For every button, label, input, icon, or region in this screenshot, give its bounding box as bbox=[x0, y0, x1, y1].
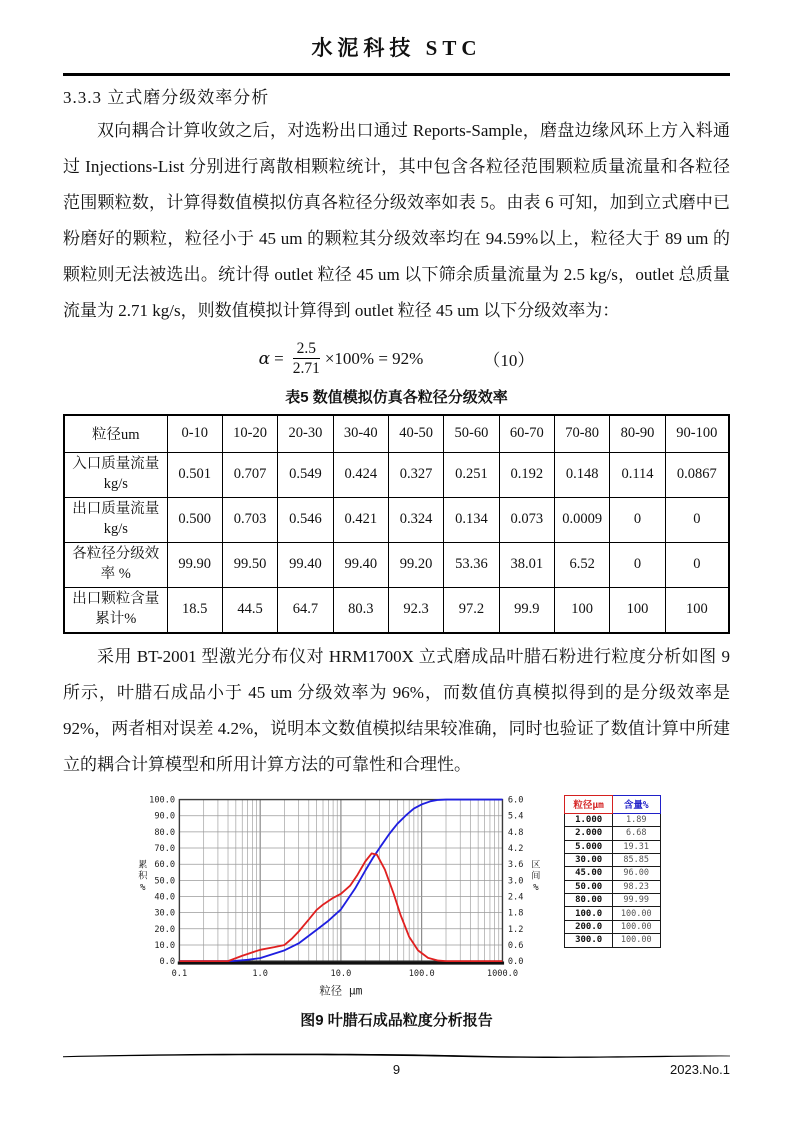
table-cell: 53.36 bbox=[444, 542, 499, 587]
table-row bbox=[64, 452, 729, 497]
legend-content-cell: 100.00 bbox=[612, 934, 660, 947]
table-cell: 100 bbox=[665, 587, 729, 633]
column-header: 40-50 bbox=[388, 415, 443, 453]
table5-corner-header: 粒径um bbox=[64, 415, 167, 453]
legend-size-cell: 50.00 bbox=[565, 880, 612, 893]
legend-table-body bbox=[565, 795, 660, 947]
svg-text:积: 积 bbox=[138, 871, 148, 882]
svg-text:1.8: 1.8 bbox=[508, 908, 524, 919]
table-cell: 64.7 bbox=[278, 587, 333, 633]
svg-text:50.0: 50.0 bbox=[154, 876, 176, 887]
table-row bbox=[64, 497, 729, 542]
column-header: 20-30 bbox=[278, 415, 333, 453]
legend-content-cell: 100.00 bbox=[612, 907, 660, 920]
legend-size-cell: 200.0 bbox=[565, 920, 612, 933]
svg-text:10.0: 10.0 bbox=[330, 968, 352, 979]
table-cell: 0.251 bbox=[444, 452, 499, 497]
row-label: 出口质量流量 kg/s bbox=[64, 497, 167, 542]
legend-row bbox=[565, 894, 660, 907]
svg-text:1000.0: 1000.0 bbox=[487, 968, 519, 979]
table-cell: 99.40 bbox=[333, 542, 388, 587]
table-cell: 6.52 bbox=[554, 542, 609, 587]
legend-size-cell: 45.00 bbox=[565, 867, 612, 880]
legend-row bbox=[565, 813, 660, 826]
legend-content-cell: 96.00 bbox=[612, 867, 660, 880]
svg-text:%: % bbox=[140, 882, 146, 893]
table-cell: 0.501 bbox=[167, 452, 222, 497]
legend-row bbox=[565, 907, 660, 920]
table-cell: 97.2 bbox=[444, 587, 499, 633]
table-cell: 0.148 bbox=[554, 452, 609, 497]
column-header: 70-80 bbox=[554, 415, 609, 453]
column-header: 0-10 bbox=[167, 415, 222, 453]
table-cell: 100 bbox=[554, 587, 609, 633]
table-cell: 0.421 bbox=[333, 497, 388, 542]
table-cell: 99.90 bbox=[167, 542, 222, 587]
table5-wrap bbox=[63, 414, 730, 634]
column-header: 60-70 bbox=[499, 415, 554, 453]
table-cell: 0 bbox=[610, 497, 665, 542]
column-header: 90-100 bbox=[665, 415, 729, 453]
table-cell: 0 bbox=[665, 497, 729, 542]
table-cell: 0.324 bbox=[388, 497, 443, 542]
section-heading: 3.3.3 立式磨分级效率分析 bbox=[63, 88, 270, 107]
table-cell: 92.3 bbox=[388, 587, 443, 633]
row-label: 各粒径分级效 率 % bbox=[64, 542, 167, 587]
equation-number: （10） bbox=[483, 351, 535, 371]
legend-row bbox=[565, 840, 660, 853]
legend-content-cell: 1.89 bbox=[612, 813, 660, 826]
table-cell: 99.20 bbox=[388, 542, 443, 587]
column-header: 30-40 bbox=[333, 415, 388, 453]
table5-caption: 表5 数值模拟仿真各粒径分级效率 bbox=[285, 388, 508, 406]
legend-size-cell: 100.0 bbox=[565, 907, 612, 920]
table-cell: 0.327 bbox=[388, 452, 443, 497]
svg-text:间: 间 bbox=[531, 871, 541, 882]
svg-text:0.0: 0.0 bbox=[508, 956, 524, 967]
figure9-caption: 图9 叶腊石成品粒度分析报告 bbox=[300, 1011, 493, 1029]
legend-content-cell: 85.85 bbox=[612, 853, 660, 866]
legend-content-cell: 99.99 bbox=[612, 894, 660, 907]
table5 bbox=[64, 415, 729, 633]
table-cell: 0.707 bbox=[222, 452, 277, 497]
table-cell: 38.01 bbox=[499, 542, 554, 587]
table-cell: 0.549 bbox=[278, 452, 333, 497]
svg-text:40.0: 40.0 bbox=[154, 892, 176, 903]
legend-content-cell: 6.68 bbox=[612, 827, 660, 840]
svg-text:10.0: 10.0 bbox=[154, 940, 176, 951]
svg-text:1.2: 1.2 bbox=[508, 924, 524, 935]
legend-header-row bbox=[565, 795, 660, 813]
legend-header: 粒径μm bbox=[565, 795, 612, 813]
svg-text:区: 区 bbox=[531, 860, 541, 871]
svg-text:5.4: 5.4 bbox=[508, 811, 524, 822]
table5-header-row bbox=[64, 415, 729, 453]
svg-text:100.0: 100.0 bbox=[149, 795, 176, 806]
column-header: 10-20 bbox=[222, 415, 277, 453]
formula-10 bbox=[63, 339, 730, 379]
paragraph-1: 双向耦合计算收敛之后，对选粉出口通过 Reports-Sample，磨盘边缘风环上方入料通过 Injections-List 分别进行离散相颗粒统计，其中包含各粒径范围颗粒质量流量和各粒径范围颗粒数，计算得数值模拟仿真各粒径分级效率如表 5。由表 6 可知，加到立式磨中已粉磨好的颗粒，粒径小于 45 um 的颗粒其分级效率均在 94.59%以上，粒径大于 89 um 的颗粒则无法被选出。统计得 outlet 粒径 45 um 以下筛余质量流量为 2.5 kg/s，outlet 总质量流量为 2.71 kg/s，则数值模拟计算得到 outlet 粒径 45 um 以下分级效率为： bbox=[63, 121, 730, 320]
table-cell: 100 bbox=[610, 587, 665, 633]
svg-text:70.0: 70.0 bbox=[154, 843, 176, 854]
table-cell: 0.0009 bbox=[554, 497, 609, 542]
table-cell: 0.114 bbox=[610, 452, 665, 497]
svg-text:粒径 μm: 粒径 μm bbox=[319, 984, 363, 998]
table-cell: 0.073 bbox=[499, 497, 554, 542]
table-cell: 0.0867 bbox=[665, 452, 729, 497]
table-row bbox=[64, 587, 729, 633]
legend-row bbox=[565, 934, 660, 947]
svg-text:4.8: 4.8 bbox=[508, 827, 524, 838]
legend-size-cell: 2.000 bbox=[565, 827, 612, 840]
table-cell: 80.3 bbox=[333, 587, 388, 633]
figure9 bbox=[63, 793, 730, 1000]
figure9-chart bbox=[132, 793, 552, 1000]
svg-text:6.0: 6.0 bbox=[508, 795, 524, 806]
svg-text:0.1: 0.1 bbox=[172, 968, 188, 979]
table-cell: 0.546 bbox=[278, 497, 333, 542]
legend-size-cell: 1.000 bbox=[565, 813, 612, 826]
table-cell: 99.9 bbox=[499, 587, 554, 633]
table-cell: 0.424 bbox=[333, 452, 388, 497]
row-label: 出口颗粒含量 累计% bbox=[64, 587, 167, 633]
formula-fraction bbox=[293, 339, 320, 379]
footer-issue: 2023.No.1 bbox=[670, 1062, 730, 1077]
table-cell: 0 bbox=[610, 542, 665, 587]
table-cell: 0.703 bbox=[222, 497, 277, 542]
legend-header: 含量% bbox=[612, 795, 660, 813]
legend-size-cell: 80.00 bbox=[565, 894, 612, 907]
table-cell: 0.500 bbox=[167, 497, 222, 542]
footer-page-number: 9 bbox=[392, 1062, 401, 1077]
table-cell: 44.5 bbox=[222, 587, 277, 633]
column-header: 50-60 bbox=[444, 415, 499, 453]
svg-text:累: 累 bbox=[138, 860, 148, 871]
svg-text:20.0: 20.0 bbox=[154, 924, 176, 935]
formula-lhs: α bbox=[258, 348, 271, 369]
svg-text:0.0: 0.0 bbox=[159, 956, 176, 967]
svg-text:%: % bbox=[533, 882, 540, 893]
column-header: 80-90 bbox=[610, 415, 665, 453]
fraction-numerator: 2.5 bbox=[293, 339, 320, 359]
svg-text:0.6: 0.6 bbox=[508, 940, 524, 951]
svg-text:100.0: 100.0 bbox=[409, 968, 436, 979]
fraction-denominator: 2.71 bbox=[292, 360, 320, 378]
footer-rule bbox=[63, 1052, 730, 1060]
svg-text:60.0: 60.0 bbox=[154, 859, 176, 870]
legend-size-cell: 30.00 bbox=[565, 853, 612, 866]
legend-row bbox=[565, 827, 660, 840]
formula-rhs: ×100% = 92% bbox=[324, 348, 424, 368]
svg-text:4.2: 4.2 bbox=[508, 843, 524, 854]
svg-text:3.6: 3.6 bbox=[508, 859, 524, 870]
svg-text:80.0: 80.0 bbox=[154, 827, 176, 838]
legend-size-cell: 300.0 bbox=[565, 934, 612, 947]
table-cell: 0.134 bbox=[444, 497, 499, 542]
row-label: 入口质量流量 kg/s bbox=[64, 452, 167, 497]
legend-content-cell: 19.31 bbox=[612, 840, 660, 853]
svg-text:1.0: 1.0 bbox=[252, 968, 269, 979]
formula-equals: = bbox=[274, 348, 284, 368]
svg-text:3.0: 3.0 bbox=[508, 876, 524, 887]
table-cell: 99.40 bbox=[278, 542, 333, 587]
legend-row bbox=[565, 880, 660, 893]
table-cell: 0.192 bbox=[499, 452, 554, 497]
svg-text:90.0: 90.0 bbox=[154, 811, 176, 822]
figure9-data-table bbox=[564, 795, 660, 948]
table-cell: 99.50 bbox=[222, 542, 277, 587]
svg-text:30.0: 30.0 bbox=[154, 908, 176, 919]
table-cell: 18.5 bbox=[167, 587, 222, 633]
journal-title: 水泥科技 STC bbox=[311, 36, 482, 60]
paragraph-2: 采用 BT-2001 型激光分布仪对 HRM1700X 立式磨成品叶腊石粉进行粒度分析如图 9 所示，叶腊石成品小于 45 um 分级效率为 96%，而数值仿真模拟得到的是分级效率是 92%，两者相对误差 4.2%，说明本文数值模拟结果较准确，同时也验证了数值计算中所建立的耦合计算模型和所用计算方法的可靠性和合理性。 bbox=[63, 646, 730, 774]
legend-row bbox=[565, 920, 660, 933]
table-cell: 0 bbox=[665, 542, 729, 587]
legend-row bbox=[565, 867, 660, 880]
legend-content-cell: 98.23 bbox=[612, 880, 660, 893]
page-header bbox=[63, 0, 730, 76]
legend-size-cell: 5.000 bbox=[565, 840, 612, 853]
svg-text:2.4: 2.4 bbox=[508, 892, 524, 903]
legend-content-cell: 100.00 bbox=[612, 920, 660, 933]
table-row bbox=[64, 542, 729, 587]
legend-row bbox=[565, 853, 660, 866]
header-rule bbox=[63, 73, 730, 76]
